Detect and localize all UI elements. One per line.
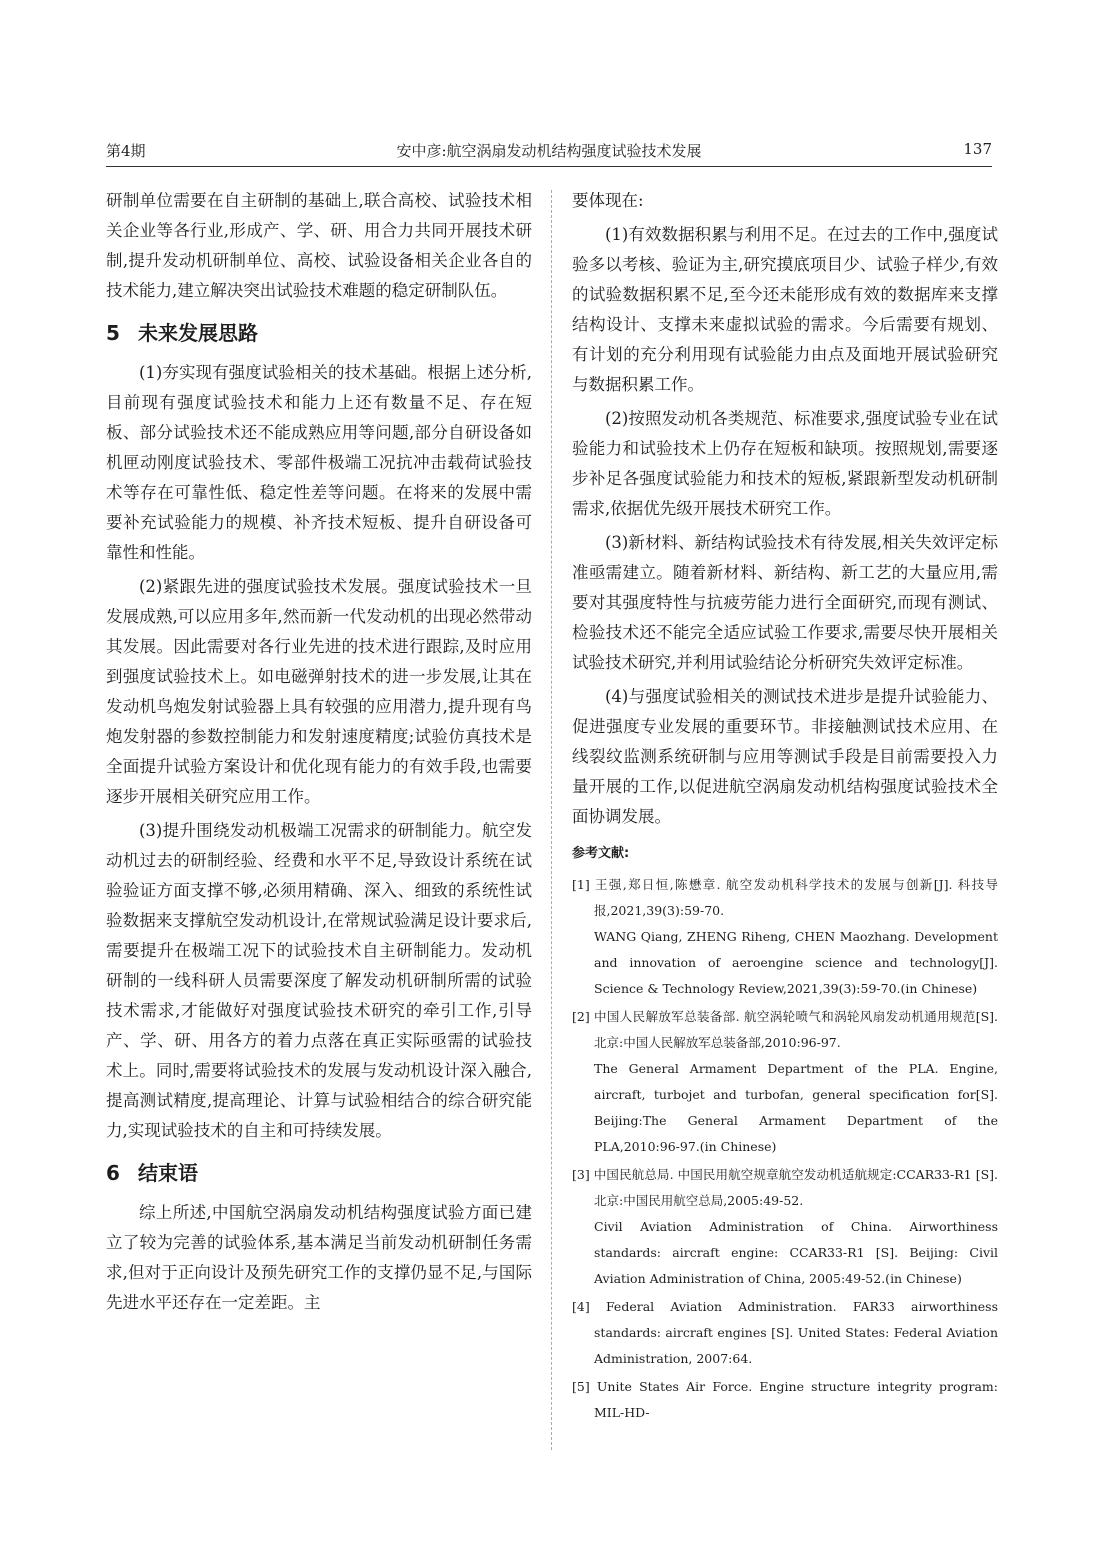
- page-number: 137: [963, 140, 992, 158]
- issue-number: 第4期: [106, 142, 146, 160]
- references-heading: 参考文献:: [572, 846, 630, 861]
- reference-cn: [1] 王强,郑日恒,陈懋章. 航空发动机科学技术的发展与创新[J]. 科技导报,2021,39(3):59-70.: [572, 877, 998, 918]
- left-column: [106, 186, 532, 1322]
- paragraph: (1)夯实现有强度试验相关的技术基础。根据上述分析,目前现有强度试验技术和能力上还有数量不足、存在短板、部分试验技术还不能成熟应用等问题,部分自研设备如机匣动刚度试验技术、零部件极端工况抗冲击载荷试验技术等存在可靠性低、稳定性差等问题。在将来的发展中需要补充试验能力的规模、补齐技术短板、提升自研设备可靠性和性能。: [106, 363, 532, 562]
- reference-cn: [3] 中国民航总局. 中国民用航空规章航空发动机适航规定:CCAR33-R1 [S]. 北京:中国民用航空总局,2005:49-52.: [572, 1167, 998, 1208]
- section-title: 结束语: [138, 1161, 198, 1185]
- paragraph: (2)按照发动机各类规范、标准要求,强度试验专业在试验能力和试验技术上仍存在短板和缺项。按照规划,需要逐步补足各强度试验能力和技术的短板,紧跟新型发动机研制需求,依据优先级开展技术研究工作。: [572, 409, 998, 518]
- running-header: [106, 140, 992, 167]
- section-number: 5: [106, 321, 120, 345]
- paragraph: (4)与强度试验相关的测试技术进步是提升试验能力、促进强度专业发展的重要环节。非接触测试技术应用、在线裂纹监测系统研制与应用等测试手段是目前需要投入力量开展的工作,以促进航空涡扇发动机结构强度试验技术全面协调发展。: [572, 687, 998, 826]
- right-column: [572, 186, 998, 1428]
- reference-item: [572, 1004, 998, 1160]
- reference-cn: [2] 中国人民解放军总装备部. 航空涡轮喷气和涡轮风扇发动机通用规范[S]. 北京:中国人民解放军总装备部,2010:96-97.: [572, 1009, 998, 1050]
- reference-item: [572, 1162, 998, 1292]
- column-divider: [551, 190, 552, 1450]
- running-title: 安中彦:航空涡扇发动机结构强度试验技术发展: [396, 142, 702, 160]
- reference-item: [572, 872, 998, 1002]
- paragraph: (1)有效数据积累与利用不足。在过去的工作中,强度试验多以考核、验证为主,研究摸底项目少、试验子样少,有效的试验数据积累不足,至今还未能形成有效的数据库来支撑结构设计、支撑未来虚拟试验的需求。今后需要有规划、有计划的充分利用现有试验能力由点及面地开展试验研究与数据积累工作。: [572, 225, 998, 394]
- reference-item: [4] Federal Aviation Administration. FAR33 airworthiness standards: aircraft engines [S]. United States: Federal Aviation Administration, 2007:64.: [572, 1299, 998, 1366]
- paragraph: (3)提升围绕发动机极端工况需求的研制能力。航空发动机过去的研制经验、经费和水平不足,导致设计系统在试验验证方面支撑不够,必须用精确、深入、细致的系统性试验数据来支撑航空发动机设计,在常规试验满足设计要求后,需要提升在极端工况下的试验技术自主研制能力。发动机研制的一线科研人员需要深度了解发动机研制所需的试验技术需求,才能做好对强度试验技术研究的牵引工作,引导产、学、研、用各方的着力点落在真正实际亟需的试验技术上。同时,需要将试验技术的发展与发动机设计深入融合,提高测试精度,提高理论、计算与试验相结合的综合研究能力,实现试验技术的自主和可持续发展。: [106, 821, 532, 1140]
- paragraph: (3)新材料、新结构试验技术有待发展,相关失效评定标准亟需建立。随着新材料、新结构、新工艺的大量应用,需要对其强度特性与抗疲劳能力进行全面研究,而现有测试、检验技术还不能完全适应试验工作要求,需要尽快开展相关试验技术研究,并利用试验结论分析研究失效评定标准。: [572, 533, 998, 672]
- reference-en: Civil Aviation Administration of China. Airworthiness standards: aircraft engine: CCAR33-R1 [S]. Beijing: Civil Aviation Administration of China, 2005:49-52.(in Chinese): [594, 1219, 998, 1286]
- section-heading-6: [106, 1158, 532, 1188]
- section-title: 未来发展思路: [138, 321, 258, 345]
- paragraph: (2)紧跟先进的强度试验技术发展。强度试验技术一旦发展成熟,可以应用多年,然而新一代发动机的出现必然带动其发展。因此需要对各行业先进的技术进行跟踪,及时应用到强度试验技术上。如电磁弹射技术的进一步发展,让其在发动机鸟炮发射试验器上具有较强的应用潜力,提升现有鸟炮发射器的参数控制能力和发射速度精度;试验仿真技术是全面提升试验方案设计和优化现有能力的有效手段,也需要逐步开展相关研究应用工作。: [106, 577, 532, 806]
- paragraph-intro: 研制单位需要在自主研制的基础上,联合高校、试验技术相关企业等各行业,形成产、学、研、用合力共同开展技术研制,提升发动机研制单位、高校、试验设备相关企业各自的技术能力,建立解决突出试验技术难题的稳定研制队伍。: [106, 191, 532, 300]
- section-number: 6: [106, 1161, 120, 1185]
- paragraph-continued: 要体现在:: [572, 191, 644, 210]
- reference-item: [5] Unite States Air Force. Engine structure integrity program: MIL-HD-: [572, 1379, 998, 1420]
- reference-en: The General Armament Department of the PLA. Engine, aircraft, turbojet and turbofan, general specification for[S]. Beijing:The General Armament Department of the PLA,2010:96-97.(in Chinese): [594, 1061, 998, 1154]
- section-heading-5: [106, 318, 532, 348]
- reference-en: WANG Qiang, ZHENG Riheng, CHEN Maozhang. Development and innovation of aeroengine science and technology[J]. Science & Technology Review,2021,39(3):59-70.(in Chinese): [594, 929, 998, 996]
- paragraph: 综上所述,中国航空涡扇发动机结构强度试验方面已建立了较为完善的试验体系,基本满足当前发动机研制任务需求,但对于正向设计及预先研究工作的支撑仍显不足,与国际先进水平还存在一定差距。主: [106, 1203, 532, 1312]
